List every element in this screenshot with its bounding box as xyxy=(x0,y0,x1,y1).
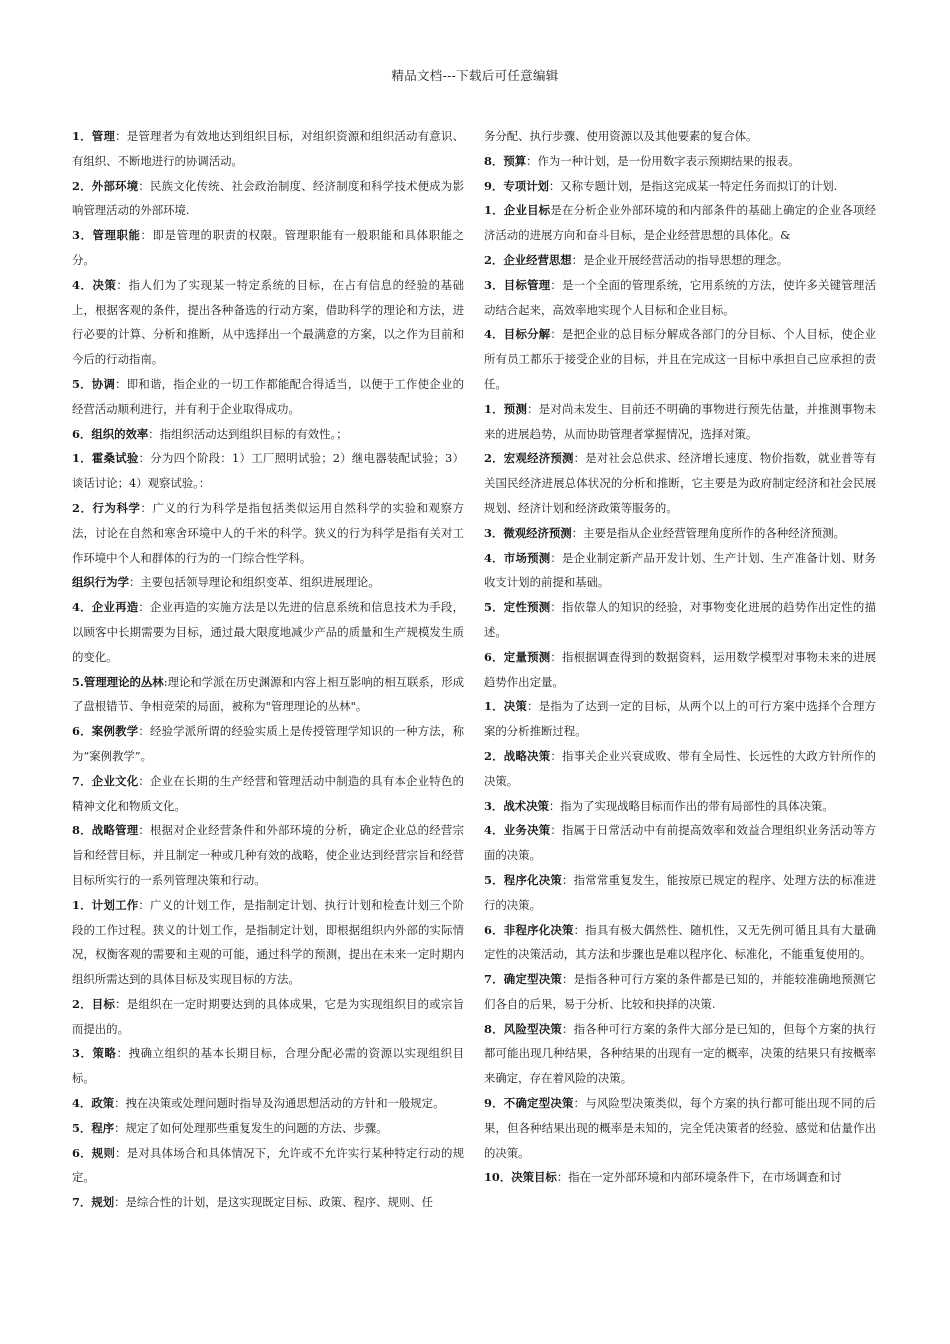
glossary-entry xyxy=(484,645,876,695)
glossary-entry xyxy=(484,1165,876,1190)
entry-term: 3．微观经济预测 xyxy=(484,525,572,540)
entry-term: 4．企业再造 xyxy=(72,600,139,615)
glossary-entry xyxy=(484,818,876,868)
glossary-entry xyxy=(484,322,876,396)
entry-definition: 即是管理的职责的权限。管理职能有一般职能和具体职能之分。 xyxy=(72,228,464,267)
entry-separator: ： xyxy=(115,996,127,1011)
entry-separator: ： xyxy=(114,1096,126,1111)
entry-separator: ： xyxy=(573,451,586,466)
entry-definition: 指属于日常活动中有前提高效率和效益合理组织业务活动等方面的决策。 xyxy=(484,823,876,863)
entry-term: 2．外部环境 xyxy=(72,178,139,193)
glossary-entry xyxy=(72,446,464,496)
entry-term: 3．战术决策 xyxy=(484,798,549,813)
entry-term: 3．管理职能 xyxy=(72,228,141,243)
glossary-entry xyxy=(72,719,464,769)
entry-separator: ： xyxy=(550,550,562,565)
glossary-entry xyxy=(72,223,464,273)
entry-definition: 是指为了达到一定的目标，从两个以上的可行方案中选择个合理方案的分析推断过程。 xyxy=(484,699,876,739)
entry-definition: 是一个全面的管理系统，它用系统的方法，使许多关键管理活动结合起来，高效率地实现个人目标和企业目标。 xyxy=(484,277,876,317)
entry-definition: 经验学派所谓的经验实质上是传授管理学知识的一种方法，称为“案例教学”。 xyxy=(72,724,464,763)
entry-definition: 是把企业的总目标分解成各部门的分目标、个人目标，使企业所有员工都乐于接受企业的目标，并且在完成这一目标中承担自己应承担的责任。 xyxy=(484,327,876,391)
entry-term: 5．定性预测 xyxy=(484,600,551,615)
entry-term: 5．程序 xyxy=(72,1120,115,1135)
entry-term: 7．规划 xyxy=(72,1195,115,1210)
entry-definition: 拽在决策或处理问题时指导及沟通思想活动的方针和一般规定。 xyxy=(125,1096,445,1111)
glossary-entry xyxy=(484,868,876,918)
entry-definition: 是企业制定新产品开发计划、生产计划、生产准备计划、财务收支计划的前提和基础。 xyxy=(484,550,876,590)
glossary-entry xyxy=(484,918,876,968)
glossary-entry xyxy=(484,794,876,819)
entry-separator: ： xyxy=(550,327,562,342)
entry-separator: ： xyxy=(573,1096,586,1111)
entry-separator: ： xyxy=(556,1170,569,1185)
glossary-entry xyxy=(72,1091,464,1116)
glossary-entry xyxy=(484,1091,876,1165)
entry-separator: ： xyxy=(128,575,141,590)
entry-term: 3．目标管理 xyxy=(484,277,551,292)
glossary-entry xyxy=(72,1116,464,1141)
entry-separator: ： xyxy=(116,1046,129,1061)
glossary-entry xyxy=(72,992,464,1042)
entry-definition: 又称专题计划，是指这完成某一特定任务而拟订的计划. xyxy=(560,178,838,193)
entry-definition: 是对具体场合和具体情况下，允许或不允许实行某种特定行动的规定。 xyxy=(72,1145,464,1185)
glossary-entry xyxy=(72,670,464,720)
right-column xyxy=(484,124,876,1190)
glossary-entry xyxy=(72,124,464,174)
glossary-entry xyxy=(72,1041,464,1091)
entry-definition: 是综合性的计划，是这实现既定目标、政策、程序、规则、任 xyxy=(125,1195,434,1210)
entry-definition: 企业在长期的生产经营和管理活动中制造的具有本企业特色的精神文化和物质文化。 xyxy=(72,773,464,813)
glossary-entry xyxy=(484,1017,876,1091)
entry-definition: 主要是指从企业经营管理角度所作的各种经济预测。 xyxy=(583,525,846,540)
entry-separator: ： xyxy=(114,1195,126,1210)
entry-definition: 作为一种计划，是一份用数字表示预期结果的报表。 xyxy=(537,153,800,168)
entry-term: 5.管理理论的丛林 xyxy=(72,674,164,689)
entry-definition: 是管理者为有效地达到组织目标，对组织资源和组织活动有意识、有组织、不断地进行的协调活动。 xyxy=(72,129,464,168)
entry-definition: 指各种可行方案的条件大部分是已知的，但每个方案的执行都可能出现几种结果，各种结果的出现有一定的概率，决策的结果只有按概率来确定，存在着风险的决策。 xyxy=(484,1021,876,1086)
glossary-entry xyxy=(72,1141,464,1191)
entry-separator: ： xyxy=(138,773,150,788)
entry-separator: ： xyxy=(571,525,584,540)
entry-definition: 是指各种可行方案的条件都是已知的，并能较准确地预测它们各自的后果，易于分析、比较和抉择的决策. xyxy=(484,972,876,1011)
entry-term: 2．行为科学 xyxy=(72,500,141,515)
entry-term: 4．决策 xyxy=(72,277,117,292)
glossary-entry xyxy=(72,893,464,992)
glossary-entry xyxy=(484,174,876,199)
entry-definition: 民族文化传统、社会政治制度、经济制度和科学技术便成为影响管理活动的外部环境. xyxy=(72,178,464,218)
entry-term: 6．组织的效率 xyxy=(72,426,149,441)
entry-definition: 广义的行为科学是指包括类似运用自然科学的实验和观察方法，讨论在自然和寒舍环境中人的千米的科学。狭义的行为科学是指有关对工作环境中个人和群体的行为的一门综合性学科。 xyxy=(72,500,464,565)
entry-term: 3．策略 xyxy=(72,1046,117,1061)
glossary-entry xyxy=(72,595,464,669)
entry-term: 4．市场预测 xyxy=(484,550,551,565)
glossary-entry xyxy=(484,694,876,744)
entry-definition: 指组织活动达到组织目标的有效性。； xyxy=(159,426,348,441)
entry-separator: ： xyxy=(550,649,562,664)
entry-separator: ： xyxy=(116,277,129,292)
glossary-entry xyxy=(72,570,464,595)
glossary-entry xyxy=(72,372,464,422)
entry-definition: 指根据调查得到的数据资料，运用数学模型对事物未来的进展趋势作出定量。 xyxy=(484,649,876,689)
entry-separator: ： xyxy=(550,277,562,292)
entry-term: 7．企业文化 xyxy=(72,773,139,788)
entry-definition: 是在分析企业外部环境的和内部条件的基础上确定的企业各项经济活动的进展方向和奋斗目标，是企业经营思想的具体化。& xyxy=(484,203,876,243)
entry-definition: 指为了实现战略目标而作出的带有局部性的具体决策。 xyxy=(560,798,834,813)
glossary-entry xyxy=(72,769,464,819)
entry-definition: 企业再造的实施方法是以先进的信息系统和信息技术为手段，以顾客中长期需要为目标，通过最大限度地减少产品的质量和生产规模发生质的变化。 xyxy=(72,600,464,664)
entry-definition: 是对尚未发生、目前还不明确的事物进行预先估量，并推测事物未来的进展趋势，从而协助管理者掌握情况，选择对策。 xyxy=(484,401,876,441)
entry-separator: ： xyxy=(526,153,538,168)
entry-term: 组织行为学 xyxy=(72,575,129,590)
entry-term: 2．战略决策 xyxy=(484,748,551,763)
entry-definition: 主要包括领导理论和组织变革、组织进展理论。 xyxy=(140,575,380,590)
entry-separator: ： xyxy=(148,426,160,441)
entry-separator: : xyxy=(163,674,168,689)
glossary-entry xyxy=(72,174,464,224)
entry-term: 5．协调 xyxy=(72,376,116,391)
entry-definition: 分为四个阶段：1）工厂照明试验；2）继电器装配试验；3）谈话讨论；4）观察试验。： xyxy=(72,451,464,491)
entry-definition: 广义的计划工作，是指制定计划、执行计划和检查计划三个阶段的工作过程。狭义的计划工作，是指制定计划，即根据组织内外部的实际情况，权衡客观的需要和主观的可能，通过科学的预测，提出在未来一定时期内组织所需达到的具体目标及实现目标的方法。 xyxy=(72,897,464,987)
entry-definition: 务分配、执行步骤、使用资源以及其他要素的复合体。 xyxy=(484,129,758,143)
glossary-entry xyxy=(484,198,876,248)
entry-term: 4．业务决策 xyxy=(484,823,551,838)
entry-term: 6．案例教学 xyxy=(72,724,139,739)
entry-separator: ： xyxy=(138,823,150,838)
glossary-entry xyxy=(484,967,876,1017)
entry-separator: ： xyxy=(115,1145,127,1160)
entry-definition: 指具有极大偶然性、随机性，又无先例可循且具有大量确定性的决策活动，其方法和步骤也是难以程序化、标准化，不能重复使用的。 xyxy=(484,922,876,962)
entry-term: 4．目标分解 xyxy=(484,327,551,342)
entry-separator: ： xyxy=(548,178,561,193)
left-column xyxy=(72,124,464,1215)
entry-separator: ： xyxy=(573,922,586,937)
entry-term: 1．霍桑试验 xyxy=(72,451,139,466)
glossary-entry xyxy=(484,546,876,596)
entry-term: 6．规则 xyxy=(72,1145,116,1160)
entry-separator: ： xyxy=(115,129,127,143)
entry-term: 1．决策 xyxy=(484,699,528,714)
glossary-entry xyxy=(72,273,464,372)
entry-definition: 指常常重复发生，能按原已规定的程序、处理方法的标准进行的决策。 xyxy=(484,872,876,912)
entry-separator: ： xyxy=(550,600,562,615)
entry-separator: ： xyxy=(562,872,574,887)
glossary-entry xyxy=(72,818,464,892)
entry-term: 1．管理 xyxy=(72,129,116,143)
entry-separator: ： xyxy=(140,228,153,243)
entry-definition: 即和谐，指企业的一切工作都能配合得适当，以便于工作使企业的经营活动顺利进行，并有利于企业取得成功。 xyxy=(72,376,464,416)
entry-definition: 规定了如何处理那些重复发生的问题的方法、步骤。 xyxy=(125,1120,388,1135)
entry-term: 6．非程序化决策 xyxy=(484,922,574,937)
entry-term: 9．专项计划 xyxy=(484,178,549,193)
entry-separator: ： xyxy=(138,600,150,615)
entry-term: 9．不确定型决策 xyxy=(484,1096,574,1111)
entry-separator: ： xyxy=(527,401,539,416)
entry-definition: 指在一定外部环境和内部环境条件下，在市场调查和讨 xyxy=(568,1170,842,1185)
entry-term: 8．风险型决策 xyxy=(484,1021,562,1036)
entry-separator: ： xyxy=(548,798,561,813)
entry-term: 6．定量预测 xyxy=(484,649,551,664)
entry-definition: 指人们为了实现某一特定系统的目标，在占有信息的经验的基础上，根据客观的条件，提出各种备选的行动方案，借助科学的理论和方法，进行必要的计算、分析和推断，从中选择出一个最满意的方案，以之作为目前和今后的行动指南。 xyxy=(72,277,464,367)
entry-definition: 是组织在一定时期要达到的具体成果，它是为实现组织目的或宗旨而提出的。 xyxy=(72,996,464,1036)
entry-term: 5．程序化决策 xyxy=(484,872,562,887)
glossary-entry xyxy=(484,273,876,323)
entry-term: 1．企业目标 xyxy=(484,203,551,218)
page-header: 精品文档---下载后可任意编辑 xyxy=(391,68,559,83)
entry-term: 8．战略管理 xyxy=(72,823,139,838)
glossary-entry xyxy=(484,149,876,174)
entry-term: 1．计划工作 xyxy=(72,897,139,912)
entry-separator: ： xyxy=(138,178,150,193)
entry-definition: 理论和学派在历史渊源和内容上相互影响的相互联系，形成了盘根错节、争相竞荣的局面，被称为"管理理论的丛林"。 xyxy=(72,674,464,714)
entry-term: 8．预算 xyxy=(484,153,527,168)
entry-definition: 是企业开展经营活动的指导思想的理念。 xyxy=(583,252,789,267)
entry-definition: 根据对企业经营条件和外部环境的分析，确定企业总的经营宗旨和经营目标，并且制定一种或几种有效的战略，使企业达到经营宗旨和经营目标所实行的一系列管理决策和行动。 xyxy=(72,823,464,887)
entry-separator: ： xyxy=(114,1120,126,1135)
entry-definition: 指事关企业兴衰成败、带有全局性、长远性的大政方针所作的决策。 xyxy=(484,748,876,788)
entry-separator: ： xyxy=(140,500,153,515)
entry-separator: ： xyxy=(550,823,562,838)
entry-definition: 拽确立组织的基本长期目标，合理分配必需的资源以实现组织目标。 xyxy=(72,1046,464,1086)
entry-separator: ： xyxy=(571,252,584,267)
entry-definition: 是对社会总供求、经济增长速度、物价指数，就业普等有关国民经济进展总体状况的分析和推断，它主要是为政府制定经济和社会民展规划、经济计划和经济政策等服务的。 xyxy=(484,451,876,515)
glossary-entry xyxy=(484,446,876,520)
glossary-entry xyxy=(484,521,876,546)
entry-definition: 与风险型决策类似，每个方案的执行都可能出现不同的后果，但各种结果出现的概率是未知的，完全凭决策者的经验、感觉和估量作出的决策。 xyxy=(484,1096,876,1160)
entry-separator: ： xyxy=(527,699,539,714)
entry-term: 10．决策目标 xyxy=(484,1170,557,1185)
glossary-entry xyxy=(72,496,464,570)
glossary-entry xyxy=(484,595,876,645)
entry-term: 2．企业经营思想 xyxy=(484,252,572,267)
entry-separator: ： xyxy=(562,1021,574,1036)
entry-separator: ： xyxy=(562,972,574,987)
glossary-entry xyxy=(72,1190,464,1215)
entry-separator: ： xyxy=(138,724,150,739)
entry-separator: ： xyxy=(115,376,127,391)
entry-separator: ： xyxy=(138,451,151,466)
glossary-entry xyxy=(484,744,876,794)
entry-term: 2．宏观经济预测 xyxy=(484,451,574,466)
glossary-entry xyxy=(484,248,876,273)
entry-definition: 指依靠人的知识的经验，对事物变化进展的趋势作出定性的描述。 xyxy=(484,600,876,639)
glossary-entry xyxy=(72,422,464,447)
entry-term: 1．预测 xyxy=(484,401,528,416)
entry-term: 4．政策 xyxy=(72,1096,115,1111)
glossary-entry xyxy=(484,397,876,447)
entry-term: 7．确定型决策 xyxy=(484,972,562,987)
entry-term: 2．目标 xyxy=(72,996,116,1011)
entry-separator: ： xyxy=(138,897,150,912)
entry-separator: ： xyxy=(550,748,562,763)
glossary-entry xyxy=(484,124,876,149)
